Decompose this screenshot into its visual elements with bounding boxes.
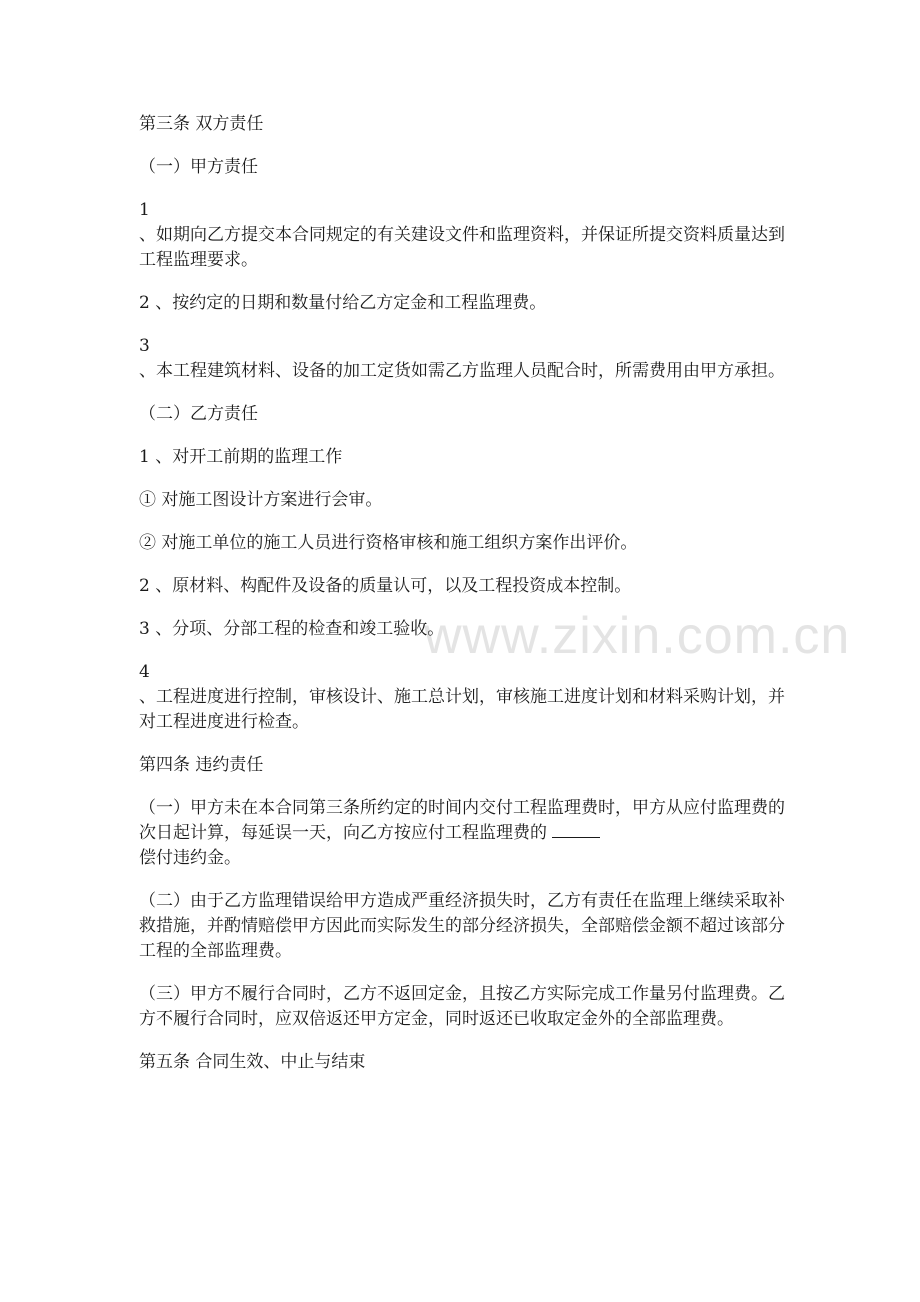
party-b-item-4-text: 、工程进度进行控制，审核设计、施工总计划，审核施工进度计划和材料采购计划，并对工程进度进行检查。 (139, 687, 785, 732)
party-a-item-3-text: 、本工程建筑材料、设备的加工定货如需乙方监理人员配合时，所需费用由甲方承担。 (139, 361, 785, 381)
breach-clause-1-tail: 偿付违约金。 (139, 848, 241, 868)
party-b-item-4-number: 4 (139, 662, 150, 682)
party-a-item-3 (139, 334, 789, 384)
blank-fill-line (552, 823, 600, 838)
party-b-item-1: 1 、对开工前期的监理工作 (139, 447, 343, 467)
article-3-title: 第三条 双方责任 (139, 114, 264, 134)
party-a-heading: （一）甲方责任 (139, 157, 258, 177)
breach-clause-1 (139, 796, 789, 871)
party-b-heading: （二）乙方责任 (139, 404, 258, 424)
breach-clause-1-text: （一）甲方未在本合同第三条所约定的时间内交付工程监理费时，甲方从应付监理费的次日起计算，每延误一天，向乙方按应付工程监理费的 (139, 798, 785, 843)
party-b-item-3: 3 、分项、分部工程的检查和竣工验收。 (139, 619, 445, 639)
party-b-item-1a: ① 对施工图设计方案进行会审。 (139, 490, 383, 510)
article-5-title: 第五条 合同生效、中止与结束 (139, 1052, 366, 1072)
watermark: www.zixin.com.cn (424, 607, 851, 665)
party-a-item-1-number: 1 (139, 200, 150, 220)
party-a-item-3-number: 3 (139, 336, 150, 356)
breach-clause-2: （二）由于乙方监理错误给甲方造成严重经济损失时，乙方有责任在监理上继续采取补救措施，并酌情赔偿甲方因此而实际发生的部分经济损失，全部赔偿金额不超过该部分工程的全部监理费。 (139, 891, 785, 961)
party-b-item-2: 2 、原材料、构配件及设备的质量认可，以及工程投资成本控制。 (139, 576, 632, 596)
party-a-item-1-text: 、如期向乙方提交本合同规定的有关建设文件和监理资料，并保证所提交资料质量达到工程监理要求。 (139, 225, 785, 270)
breach-clause-3: （三）甲方不履行合同时，乙方不返回定金，且按乙方实际完成工作量另付监理费。乙方不履行合同时，应双倍返还甲方定金，同时返还已收取定金外的全部监理费。 (139, 984, 785, 1029)
party-a-item-1 (139, 198, 789, 273)
party-b-item-1b: ② 对施工单位的施工人员进行资格审核和施工组织方案作出评价。 (139, 533, 638, 553)
party-b-item-4 (139, 660, 789, 735)
article-4-title: 第四条 违约责任 (139, 755, 264, 775)
party-a-item-2: 2 、按约定的日期和数量付给乙方定金和工程监理费。 (139, 293, 547, 313)
document-body (139, 112, 789, 1093)
